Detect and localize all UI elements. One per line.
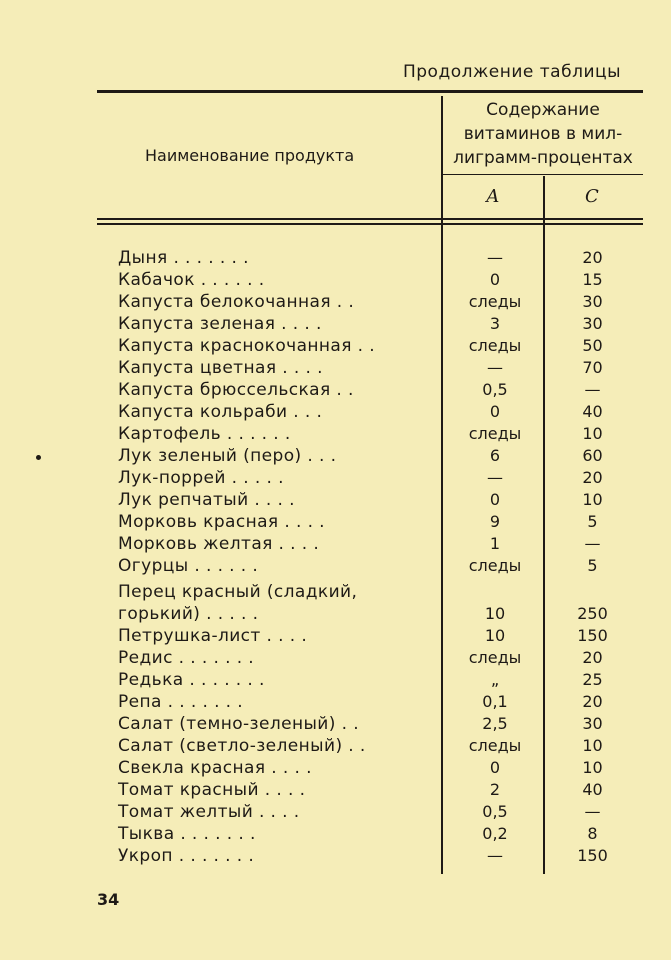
page-number: 34 [97, 890, 120, 909]
table-row [0, 647, 671, 669]
table-row [0, 845, 671, 867]
vitamin-c-value: 10 [582, 490, 603, 509]
product-name: Репа . . . . . . . [118, 692, 244, 712]
vitamin-a-value: следы [468, 556, 522, 575]
table-row [0, 801, 671, 823]
vitamin-header-line-2: витаминов в мил- [463, 124, 623, 144]
vitamin-a-value: „ [490, 670, 500, 689]
vitamin-a-value: 2 [489, 780, 501, 799]
product-name: горький) . . . . . [118, 604, 259, 624]
table-row [0, 445, 671, 467]
vitamin-a-value: 0,1 [482, 692, 508, 711]
vitamin-c-value: 30 [582, 292, 603, 311]
table-row [0, 511, 671, 533]
vitamin-c-value: 20 [582, 692, 603, 711]
product-name: Тыква . . . . . . . [118, 824, 256, 844]
vitamin-a-value: следы [468, 736, 522, 755]
vitamin-c-value: 5 [587, 556, 598, 575]
vitamin-a-value: 0 [489, 270, 501, 289]
product-name: Петрушка-лист . . . . [118, 626, 308, 646]
product-name: Кабачок . . . . . . [118, 270, 265, 290]
vitamin-a-value: следы [468, 292, 522, 311]
vitamin-c-value: 15 [582, 270, 603, 289]
vitamin-c-value: 150 [577, 626, 608, 645]
product-name: Картофель . . . . . . [118, 424, 291, 444]
table-row [0, 467, 671, 489]
margin-dot-mark [36, 455, 41, 460]
vitamin-a-value: 3 [489, 314, 501, 333]
table-row [0, 335, 671, 357]
vitamin-content-header [443, 98, 643, 170]
product-name: Редька . . . . . . . [118, 670, 265, 690]
vitamin-c-value: 20 [582, 468, 603, 487]
table-row [0, 757, 671, 779]
table-row [0, 735, 671, 757]
vitamin-c-value: 20 [582, 248, 603, 267]
vitamin-c-value: 10 [582, 424, 603, 443]
subheader-rule [443, 174, 643, 175]
product-name: Капуста кольраби . . . [118, 402, 323, 422]
table-row [0, 489, 671, 511]
vitamin-c-value: 30 [582, 314, 603, 333]
vitamin-a-value: — [487, 248, 503, 267]
vitamin-a-value: следы [468, 336, 522, 355]
vitamin-a-value: — [487, 468, 503, 487]
vitamin-c-value: 40 [582, 402, 603, 421]
product-name: Редис . . . . . . . [118, 648, 255, 668]
vitamin-a-value: 0 [489, 490, 501, 509]
table-row [0, 269, 671, 291]
vitamin-c-value: 10 [582, 736, 603, 755]
product-name: Томат красный . . . . [118, 780, 306, 800]
vitamin-c-value: 10 [582, 758, 603, 777]
vitamin-a-value: — [487, 358, 503, 377]
vitamin-a-value: 1 [489, 534, 501, 553]
table-row [0, 823, 671, 845]
table-row [0, 423, 671, 445]
product-name: Лук репчатый . . . . [118, 490, 295, 510]
product-name: Свекла красная . . . . [118, 758, 312, 778]
vitamin-a-value: 2,5 [482, 714, 508, 733]
vitamin-c-value: 30 [582, 714, 603, 733]
product-name: Морковь желтая . . . . [118, 534, 320, 554]
vitamin-c-value: 20 [582, 648, 603, 667]
product-name: Томат желтый . . . . [118, 802, 300, 822]
vitamin-a-value: 0,2 [482, 824, 508, 843]
vitamin-c-value: 250 [577, 604, 608, 623]
product-name: Капуста зеленая . . . . [118, 314, 322, 334]
vitamin-a-value: 0 [489, 402, 501, 421]
table-row [0, 379, 671, 401]
vitamin-c-value: 8 [587, 824, 598, 843]
vitamin-a-value: следы [468, 648, 522, 667]
product-name: Салат (светло-зеленый) . . [118, 736, 366, 756]
table-row [0, 313, 671, 335]
product-name: Укроп . . . . . . . [118, 846, 255, 866]
table-row [0, 691, 671, 713]
vitamin-a-value: 10 [484, 604, 506, 623]
table-row [0, 555, 671, 577]
product-name: Морковь красная . . . . [118, 512, 325, 532]
product-name: Дыня . . . . . . . [118, 248, 249, 268]
table-row [0, 357, 671, 379]
vitamin-c-value: — [584, 534, 601, 553]
table-row [0, 291, 671, 313]
vitamin-c-value: 60 [582, 446, 603, 465]
product-name: Лук-поррей . . . . . [118, 468, 284, 488]
vitamin-header-line-3: лиграмм-процентах [453, 148, 633, 168]
product-name: Перец красный (сладкий, [118, 582, 358, 602]
vitamin-c-header: С [585, 186, 599, 207]
table-row [0, 401, 671, 423]
product-name: Лук зеленый (перо) . . . [118, 446, 337, 466]
header-bottom-rule-1 [97, 218, 643, 220]
product-name: Огурцы . . . . . . [118, 556, 259, 576]
vitamin-a-value: 9 [489, 512, 501, 531]
vitamin-c-value: 50 [582, 336, 603, 355]
vitamin-a-value: — [487, 846, 503, 865]
product-name: Капуста краснокочанная . . [118, 336, 376, 356]
vitamin-header-line-1: Содержание [486, 100, 600, 120]
table-row [0, 625, 671, 647]
vitamin-a-value: следы [468, 424, 522, 443]
vitamin-c-value: — [584, 380, 601, 399]
vitamin-c-value: 40 [582, 780, 603, 799]
table-row [0, 603, 671, 625]
vitamin-a-value: 10 [484, 626, 506, 645]
vitamin-a-header: А [486, 186, 500, 207]
product-column-header: Наименование продукта [145, 146, 355, 165]
vitamin-a-value: 6 [489, 446, 501, 465]
table-row [0, 247, 671, 269]
product-name: Капуста белокочанная . . [118, 292, 355, 312]
vitamin-c-value: — [584, 802, 601, 821]
table-row [0, 581, 671, 603]
continuation-title: Продолжение таблицы [402, 62, 621, 82]
table-row [0, 669, 671, 691]
product-name: Капуста брюссельская . . [118, 380, 354, 400]
vitamin-c-value: 150 [577, 846, 608, 865]
vitamin-c-value: 5 [587, 512, 598, 531]
top-rule [97, 90, 643, 93]
vitamin-c-value: 25 [582, 670, 603, 689]
vitamin-a-value: 0 [489, 758, 501, 777]
vitamin-c-value: 70 [582, 358, 603, 377]
product-name: Салат (темно-зеленый) . . [118, 714, 360, 734]
table-row [0, 779, 671, 801]
vitamin-a-value: 0,5 [482, 380, 508, 399]
vitamin-a-value: 0,5 [482, 802, 508, 821]
header-bottom-rule-2 [97, 223, 643, 225]
product-name: Капуста цветная . . . . [118, 358, 323, 378]
table-row [0, 533, 671, 555]
table-row [0, 713, 671, 735]
